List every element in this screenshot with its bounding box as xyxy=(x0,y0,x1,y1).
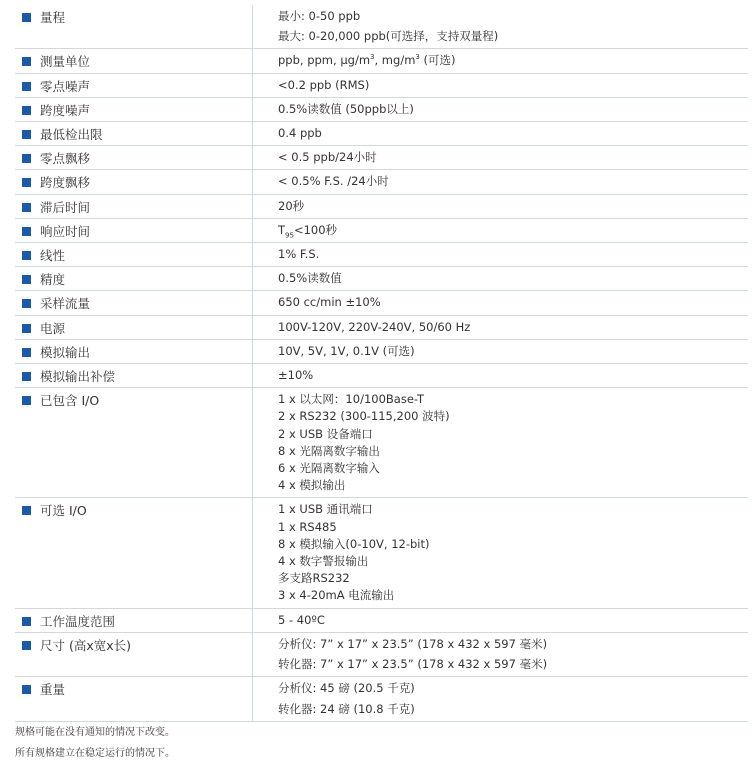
spec-row xyxy=(15,677,748,721)
spec-row xyxy=(15,74,748,98)
spec-label-cell xyxy=(15,195,253,218)
spec-value-cell xyxy=(253,49,748,72)
spec-label: 零点噪声 xyxy=(40,78,91,94)
square-bullet-icon xyxy=(22,641,31,650)
spec-row xyxy=(15,316,748,340)
spec-value: 1 x RS485 xyxy=(278,519,337,534)
spec-value-cell xyxy=(253,122,748,145)
spec-label: 量程 xyxy=(40,10,66,25)
spec-value: 3 x 4-20mA 电流输出 xyxy=(278,588,395,603)
square-bullet-icon xyxy=(22,130,31,139)
spec-value: 8 x 模拟输入(0-10V, 12-bit) xyxy=(278,536,430,551)
spec-label: 尺寸 (高x宽x长) xyxy=(40,637,132,653)
square-bullet-icon xyxy=(22,154,31,163)
spec-row xyxy=(15,267,748,291)
spec-value-cell xyxy=(253,316,748,339)
spec-value: < 0.5 ppb/24小时 xyxy=(278,150,377,165)
square-bullet-icon xyxy=(22,299,31,308)
spec-value: 转化器: 24 磅 (10.8 千克) xyxy=(278,701,415,716)
spec-label: 最低检出限 xyxy=(40,127,103,143)
spec-label: 零点飘移 xyxy=(40,151,91,167)
spec-label: 滞后时间 xyxy=(40,199,91,215)
spec-value-cell xyxy=(253,195,748,218)
spec-value: 1 x USB 通讯端口 xyxy=(278,502,373,517)
spec-label-cell xyxy=(15,677,253,720)
spec-label: 模拟输出补偿 xyxy=(40,369,116,385)
spec-label: 电源 xyxy=(40,320,66,336)
spec-label: 采样流量 xyxy=(40,296,91,312)
spec-value: 1 x 以太网：10/100Base-T xyxy=(278,392,425,407)
square-bullet-icon xyxy=(22,348,31,357)
square-bullet-icon xyxy=(22,324,31,333)
spec-label-cell xyxy=(15,170,253,193)
spec-row xyxy=(15,364,748,388)
spec-value-cell xyxy=(253,267,748,290)
spec-label: 跨度飘移 xyxy=(40,175,91,191)
spec-value-cell xyxy=(253,364,748,387)
spec-row xyxy=(15,388,748,498)
spec-row xyxy=(15,5,748,49)
square-bullet-icon xyxy=(22,251,31,260)
spec-label: 跨度噪声 xyxy=(40,102,91,118)
spec-value-cell xyxy=(253,219,748,242)
spec-label-cell xyxy=(15,267,253,290)
spec-value: 最小: 0-50 ppb xyxy=(278,9,361,23)
spec-label-cell xyxy=(15,243,253,266)
spec-value-cell xyxy=(253,170,748,193)
spec-value: 转化器: 7” x 17” x 23.5” (178 x 432 x 597 毫米) xyxy=(278,657,548,672)
spec-row xyxy=(15,146,748,170)
spec-row xyxy=(15,98,748,122)
spec-value-cell xyxy=(253,340,748,363)
spec-label-cell xyxy=(15,5,253,48)
spec-row xyxy=(15,498,748,608)
spec-value: 6 x 光隔离数字输入 xyxy=(278,461,380,476)
spec-label: 线性 xyxy=(40,248,66,264)
spec-label-cell xyxy=(15,609,253,632)
square-bullet-icon xyxy=(22,685,31,694)
square-bullet-icon xyxy=(22,372,31,381)
spec-value: 2 x USB 设备端口 xyxy=(278,426,373,441)
spec-value: $T_{95}<100$秒 xyxy=(278,222,338,240)
square-bullet-icon xyxy=(22,396,31,405)
spec-value-cell xyxy=(253,5,748,48)
square-bullet-icon xyxy=(22,178,31,187)
spec-row xyxy=(15,49,748,73)
footnote-change-notice: 规格可能在没有通知的情况下改变。 xyxy=(15,727,175,738)
spec-label-cell xyxy=(15,98,253,121)
square-bullet-icon xyxy=(22,106,31,115)
spec-value: 0.5%读数值 xyxy=(278,271,342,286)
spec-label-cell xyxy=(15,146,253,169)
square-bullet-icon xyxy=(22,617,31,626)
spec-label-cell xyxy=(15,219,253,242)
spec-value-cell xyxy=(253,677,748,720)
spec-value-cell xyxy=(253,243,748,266)
square-bullet-icon xyxy=(22,82,31,91)
spec-label-cell xyxy=(15,316,253,339)
spec-value-cell xyxy=(253,74,748,97)
square-bullet-icon xyxy=(22,227,31,236)
spec-row xyxy=(15,195,748,219)
spec-value: <0.2 ppb (RMS) xyxy=(278,77,370,92)
spec-value-cell xyxy=(253,498,748,607)
spec-label: 工作温度范围 xyxy=(40,613,116,629)
spec-value: 2 x RS232 (300-115,200 波特) xyxy=(278,409,450,424)
spec-label-cell xyxy=(15,340,253,363)
spec-row xyxy=(15,219,748,243)
spec-value: 10V, 5V, 1V, 0.1V (可选) xyxy=(278,343,415,358)
spec-label-cell xyxy=(15,498,253,607)
spec-row xyxy=(15,122,748,146)
spec-label-cell xyxy=(15,74,253,97)
spec-value: ±10% xyxy=(278,368,314,383)
spec-value: 分析仪: 7” x 17” x 23.5” (178 x 432 x 597 毫米) xyxy=(278,636,548,651)
spec-row xyxy=(15,609,748,633)
spec-label-cell xyxy=(15,388,253,497)
spec-row xyxy=(15,633,748,677)
spec-label-cell xyxy=(15,633,253,676)
spec-value-cell xyxy=(253,291,748,314)
spec-label-cell xyxy=(15,364,253,387)
spec-value: 5 - 40ºC xyxy=(278,612,325,627)
spec-label: 测量单位 xyxy=(40,54,91,70)
spec-row xyxy=(15,340,748,364)
spec-value: 多支路RS232 xyxy=(278,571,350,586)
spec-value: < 0.5% F.S. /24小时 xyxy=(278,174,389,189)
square-bullet-icon xyxy=(22,275,31,284)
spec-value: 4 x 数字警报输出 xyxy=(278,554,369,569)
spec-value: 分析仪: 45 磅 (20.5 千克) xyxy=(278,681,415,696)
square-bullet-icon xyxy=(22,13,31,22)
spec-label: 响应时间 xyxy=(40,223,91,239)
spec-value: 1% F.S. xyxy=(278,247,320,262)
spec-value-cell xyxy=(253,609,748,632)
footnotes xyxy=(15,726,175,768)
spec-value: 100V-120V, 220V-240V, 50/60 Hz xyxy=(278,319,471,334)
square-bullet-icon xyxy=(22,57,31,66)
spec-value-cell xyxy=(253,146,748,169)
spec-value-cell xyxy=(253,98,748,121)
footnote-stable-operation: 所有规格建立在稳定运行的情况下。 xyxy=(15,748,175,759)
spec-label: 可选 I/O xyxy=(40,503,87,519)
square-bullet-icon xyxy=(22,203,31,212)
spec-value: 20秒 xyxy=(278,198,305,213)
spec-table xyxy=(15,5,748,722)
spec-label: 模拟输出 xyxy=(40,344,91,360)
square-bullet-icon xyxy=(22,506,31,515)
spec-value: 8 x 光隔离数字输出 xyxy=(278,443,380,458)
spec-label: 重量 xyxy=(40,682,66,698)
spec-value: ppb, ppm, $\mu g/m^3$, $mg/m^3$ (可选) xyxy=(278,53,456,68)
spec-label-cell xyxy=(15,291,253,314)
spec-label-cell xyxy=(15,49,253,72)
spec-value: 650 cc/min ±10% xyxy=(278,295,381,310)
spec-value: 0.5%读数值 (50ppb以上) xyxy=(278,101,414,116)
spec-row xyxy=(15,291,748,315)
spec-value-cell xyxy=(253,633,748,676)
spec-row xyxy=(15,243,748,267)
spec-value-cell xyxy=(253,388,748,497)
spec-value: 最大: 0-20,000 ppb(可选择，支持双量程) xyxy=(278,29,499,44)
spec-row xyxy=(15,170,748,194)
spec-label-cell xyxy=(15,122,253,145)
spec-label: 已包含 I/O xyxy=(40,393,100,409)
spec-value: 0.4 ppb xyxy=(278,126,322,141)
spec-label: 精度 xyxy=(40,272,66,288)
spec-value: 4 x 模拟输出 xyxy=(278,478,346,493)
